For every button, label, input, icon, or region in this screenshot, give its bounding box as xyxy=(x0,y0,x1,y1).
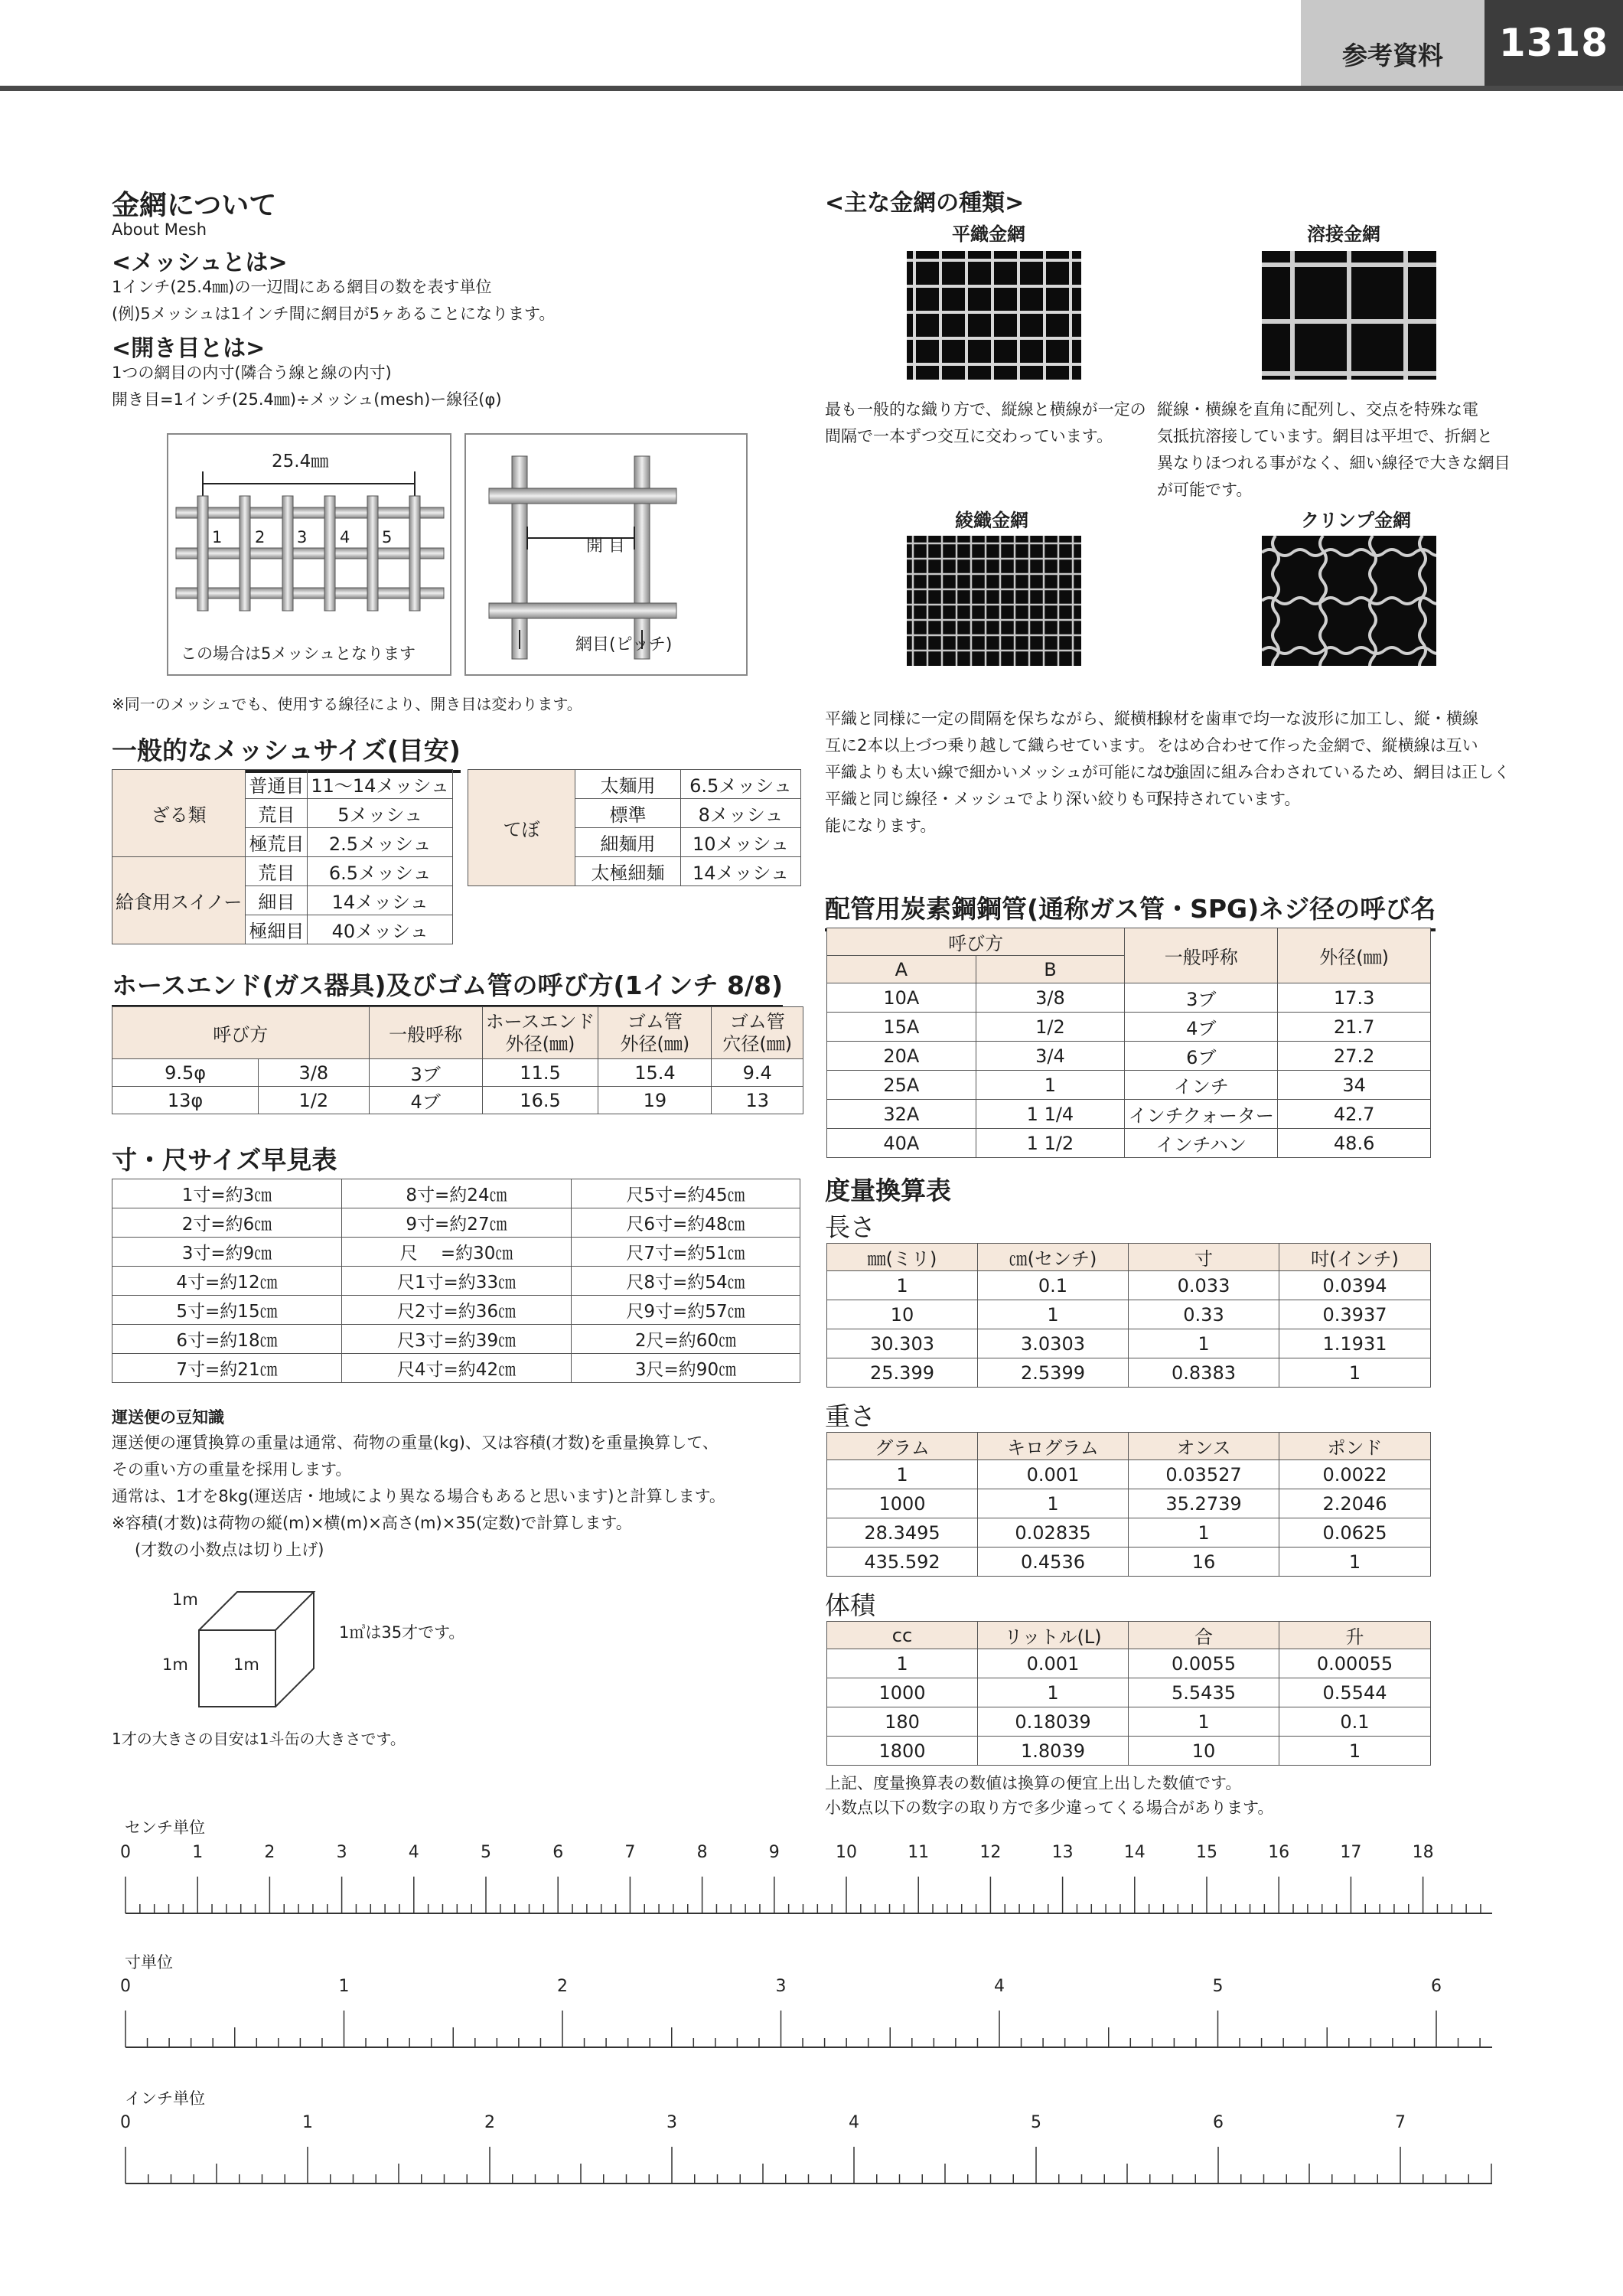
cell: 20A xyxy=(827,1042,976,1071)
mesh-footnote: ※同一のメッシュでも、使用する線径により、開き目は変わります。 xyxy=(112,695,582,713)
header-rule xyxy=(0,86,1623,91)
cell: 荒目 xyxy=(246,799,308,828)
cell: 42.7 xyxy=(1278,1100,1431,1129)
cell: 40A xyxy=(827,1129,976,1158)
weight-header: ポンド xyxy=(1279,1433,1431,1460)
cell: 4寸=約12㎝ xyxy=(112,1267,342,1296)
section-tab xyxy=(1301,0,1484,86)
crimp-mesh-photo xyxy=(1262,536,1436,666)
cell: 4ブ xyxy=(369,1087,482,1114)
cell: 32A xyxy=(827,1100,976,1129)
ruler-tick-label: 7 xyxy=(624,1843,636,1862)
cell: 0.02835 xyxy=(978,1518,1129,1548)
cell: 0.0055 xyxy=(1129,1649,1279,1678)
hose-header-ippan: 一般呼称 xyxy=(369,1007,482,1059)
crimp-desc-1: 線材を歯車で均一な波形に加工し、縦・横線 xyxy=(1157,709,1478,728)
cell: 5寸=約15㎝ xyxy=(112,1296,342,1325)
units-note-2: 小数点以下の数字の取り方で多少違ってくる場合があります。 xyxy=(825,1799,1274,1817)
cell: 11.5 xyxy=(482,1059,598,1087)
welded-mesh-pattern xyxy=(1262,251,1436,380)
twill-desc-2: 互に2本以上づつ乗り越して織らせています。 xyxy=(825,736,1155,755)
ruler-tick-label: 4 xyxy=(408,1843,419,1862)
cell: 2.5メッシュ xyxy=(308,828,453,857)
weight-label: 重さ xyxy=(825,1401,875,1431)
cell: 尺5寸=約45㎝ xyxy=(572,1179,800,1208)
cell: 1 xyxy=(978,1489,1129,1518)
cell: 尺6寸=約48㎝ xyxy=(572,1208,800,1238)
volume-label: 体積 xyxy=(825,1590,875,1620)
cell: 9.5φ xyxy=(112,1059,259,1087)
units-title: 度量換算表 xyxy=(825,1176,951,1205)
fig2-pitch-label: 網目(ピッチ) xyxy=(575,635,673,654)
cell: 1 xyxy=(1279,1548,1431,1577)
plain-desc-2: 間隔で一本ずつ交互に交わっています。 xyxy=(825,427,1113,445)
cell: 1 xyxy=(978,1678,1129,1707)
ruler-tick-label: 7 xyxy=(1395,2113,1406,2132)
cell: 標準 xyxy=(575,799,681,828)
ruler-tick-label: 13 xyxy=(1051,1843,1074,1862)
ruler-tick-label: 3 xyxy=(775,1977,787,1996)
hose-title: ホースエンド(ガス器具)及びゴム管の呼び方(1インチ 8/8) xyxy=(112,966,783,1008)
kyushoku-label: 給食用スイノー xyxy=(112,857,246,944)
pipe-header-gaikei: 外径(㎜) xyxy=(1278,928,1431,983)
length-header: ㎝(センチ) xyxy=(978,1244,1129,1271)
cell: 0.8383 xyxy=(1129,1358,1279,1388)
cell: 1 xyxy=(827,1649,978,1678)
cell: 尺7寸=約51㎝ xyxy=(572,1238,800,1267)
ruler-inch-label: インチ単位 xyxy=(125,2089,205,2108)
zaru-label: ざる類 xyxy=(112,770,246,857)
cell: 1 xyxy=(1129,1329,1279,1358)
cell: 1 xyxy=(1279,1737,1431,1766)
ruler-tick-label: 3 xyxy=(336,1843,347,1862)
twill-desc-5: 能になります。 xyxy=(825,817,937,835)
ruler-tick-label: 6 xyxy=(552,1843,564,1862)
ruler-cm-label: センチ単位 xyxy=(125,1818,205,1837)
cell: 1.1931 xyxy=(1279,1329,1431,1358)
pipe-header-b: B xyxy=(976,956,1125,983)
ruler-tick-label: 1 xyxy=(338,1977,350,1996)
cell: 0.18039 xyxy=(978,1707,1129,1737)
ruler-tick-label: 6 xyxy=(1431,1977,1442,1996)
cell: 0.5544 xyxy=(1279,1678,1431,1707)
welded-mesh-photo xyxy=(1262,251,1436,380)
length-label: 長さ xyxy=(825,1212,875,1242)
cell: 6ブ xyxy=(1125,1042,1278,1071)
welded-desc-2: 気抵抗溶接しています。網目は平坦で、折網と xyxy=(1157,427,1493,445)
cell: 1800 xyxy=(827,1737,978,1766)
fig1-num-3: 3 xyxy=(297,528,308,546)
cell: 1 xyxy=(976,1071,1125,1100)
mesh-size-title: 一般的なメッシュサイズ(目安) xyxy=(112,731,461,773)
crimp-mesh-pattern xyxy=(1262,536,1436,666)
cell: 27.2 xyxy=(1278,1042,1431,1071)
cell: 細麺用 xyxy=(575,828,681,857)
plain-mesh-photo xyxy=(907,251,1081,380)
hose-header-hose1: ホースエンド xyxy=(485,1010,595,1032)
cell: 3ブ xyxy=(1125,983,1278,1013)
cell: 太極細麺 xyxy=(575,857,681,886)
twill-name: 綾織金網 xyxy=(955,510,1028,531)
cube-width-label: 1m xyxy=(162,1655,188,1674)
ruler-tick-label: 15 xyxy=(1196,1843,1217,1862)
cell: 6寸=約18㎝ xyxy=(112,1325,342,1354)
ruler-tick-label: 17 xyxy=(1340,1843,1362,1862)
ruler-tick-label: 2 xyxy=(264,1843,275,1862)
pipe-table xyxy=(826,928,1431,1158)
cell: インチ xyxy=(1125,1071,1278,1100)
cell: 16.5 xyxy=(482,1087,598,1114)
volume-table xyxy=(826,1621,1431,1766)
twill-desc-1: 平織と同様に一定の間隔を保ちながら、縦横相 xyxy=(825,709,1162,728)
ruler-sun xyxy=(115,1975,1500,2059)
cell: 3/8 xyxy=(259,1059,369,1087)
shipping-tip: 1才の大きさの目安は1斗缶の大きさです。 xyxy=(112,1730,406,1748)
mesh-title: 金網について xyxy=(112,190,277,221)
sun-title: 寸・尺サイズ早見表 xyxy=(112,1145,337,1175)
ruler-tick-label: 11 xyxy=(908,1843,930,1862)
cell: 1000 xyxy=(827,1678,978,1707)
cell: 細目 xyxy=(246,886,308,915)
cell: 9寸=約27㎝ xyxy=(342,1208,572,1238)
ruler-tick-label: 5 xyxy=(1212,1977,1224,1996)
ruler-tick-label: 3 xyxy=(666,2113,677,2132)
cell: 8寸=約24㎝ xyxy=(342,1179,572,1208)
cell: 7寸=約21㎝ xyxy=(112,1354,342,1383)
crimp-desc-2: をはめ合わせて作った金網で、縦横線は互い xyxy=(1157,736,1478,755)
weight-header: キログラム xyxy=(978,1433,1129,1460)
crimp-desc-3: に強固に組み合わされているため、網目は正しく xyxy=(1157,763,1511,781)
plain-mesh-pattern xyxy=(907,251,1081,380)
cell: 極細目 xyxy=(246,915,308,944)
cell: 19 xyxy=(598,1087,712,1114)
fig1-caption: この場合は5メッシュとなります xyxy=(181,644,416,663)
cell: 1 1/2 xyxy=(976,1129,1125,1158)
cell: 2尺=約60㎝ xyxy=(572,1325,800,1354)
mesh-q1-heading: <メッシュとは> xyxy=(112,249,288,276)
cell: 3/4 xyxy=(976,1042,1125,1071)
ruler-tick-label: 4 xyxy=(994,1977,1005,1996)
cell: 13 xyxy=(712,1087,803,1114)
cell: 1/2 xyxy=(259,1087,369,1114)
cell: 6.5メッシュ xyxy=(308,857,453,886)
units-note-1: 上記、度量換算表の数値は換算の便宜上出した数値です。 xyxy=(825,1774,1242,1792)
cell: 35.2739 xyxy=(1129,1489,1279,1518)
cell: 28.3495 xyxy=(827,1518,978,1548)
cell: 15A xyxy=(827,1013,976,1042)
length-header: 寸 xyxy=(1129,1244,1279,1271)
cell: 3ブ xyxy=(369,1059,482,1087)
ruler-tick-label: 9 xyxy=(768,1843,780,1862)
sun-table xyxy=(112,1179,800,1383)
cell: 1寸=約3㎝ xyxy=(112,1179,342,1208)
cell: 尺1寸=約33㎝ xyxy=(342,1267,572,1296)
ruler-tick-label: 4 xyxy=(849,2113,859,2132)
cell: 尺8寸=約54㎝ xyxy=(572,1267,800,1296)
hose-header-gom1: ゴム管 xyxy=(627,1010,683,1032)
cell: 0.1 xyxy=(978,1271,1129,1300)
fig1-num-4: 4 xyxy=(340,528,350,546)
volume-header: 合 xyxy=(1129,1622,1279,1649)
hose-table xyxy=(112,1006,803,1114)
plain-desc-1: 最も一般的な織り方で、縦線と横線が一定の xyxy=(825,400,1146,419)
cell: 1 xyxy=(1129,1707,1279,1737)
length-header: 吋(インチ) xyxy=(1279,1244,1431,1271)
weight-header: オンス xyxy=(1129,1433,1279,1460)
fig2-opening-label: 開 目 xyxy=(586,536,625,556)
cell: 1000 xyxy=(827,1489,978,1518)
length-table xyxy=(826,1243,1431,1388)
ruler-tick-label: 0 xyxy=(120,2113,131,2132)
cell: 3寸=約9㎝ xyxy=(112,1238,342,1267)
ruler-sun-label: 寸単位 xyxy=(125,1953,173,1971)
cell: 3/8 xyxy=(976,983,1125,1013)
shipping-line-5: (才数の小数点は切り上げ) xyxy=(135,1541,324,1559)
ruler-inch xyxy=(115,2111,1500,2195)
shipping-line-2: その重い方の重量を採用します。 xyxy=(112,1460,352,1479)
cell: 40メッシュ xyxy=(308,915,453,944)
cell: 180 xyxy=(827,1707,978,1737)
volume-header: リットル(L) xyxy=(978,1622,1129,1649)
cell: 尺9寸=約57㎝ xyxy=(572,1296,800,1325)
cell: 0.0394 xyxy=(1279,1271,1431,1300)
cell: 5.5435 xyxy=(1129,1678,1279,1707)
cell: 1 xyxy=(827,1271,978,1300)
cell: 6.5メッシュ xyxy=(681,770,801,799)
ruler-cm xyxy=(115,1841,1500,1925)
welded-desc-3: 異なりほつれる事がなく、細い線径で大きな網目 xyxy=(1157,454,1511,472)
cell: 0.0022 xyxy=(1279,1460,1431,1489)
tebo-label: てぼ xyxy=(468,770,575,886)
cell: 1 1/4 xyxy=(976,1100,1125,1129)
cell: 0.1 xyxy=(1279,1707,1431,1737)
cell: 極荒目 xyxy=(246,828,308,857)
cell: 30.303 xyxy=(827,1329,978,1358)
cell: 尺4寸=約42㎝ xyxy=(342,1354,572,1383)
cell: 2.2046 xyxy=(1279,1489,1431,1518)
mesh-q1-line2: (例)5メッシュは1インチ間に網目が5ヶあることになります。 xyxy=(112,305,556,323)
mesh-size-table-right xyxy=(468,769,801,886)
cell: 16 xyxy=(1129,1548,1279,1577)
mesh-q2-heading: <開き目とは> xyxy=(112,335,266,362)
ruler-tick-label: 1 xyxy=(192,1843,204,1862)
cell: 2.5399 xyxy=(978,1358,1129,1388)
twill-desc-4: 平織と同じ線径・メッシュでより深い絞りも可 xyxy=(825,790,1162,808)
ruler-tick-label: 8 xyxy=(696,1843,708,1862)
cell: 25A xyxy=(827,1071,976,1100)
cell: 0.3937 xyxy=(1279,1300,1431,1329)
cell: 15.4 xyxy=(598,1059,712,1087)
cell: 0.4536 xyxy=(978,1548,1129,1577)
cell: 4ブ xyxy=(1125,1013,1278,1042)
welded-desc-1: 縦線・横線を直角に配列し、交点を特殊な電 xyxy=(1157,400,1478,419)
hose-header-gom2: 外径(㎜) xyxy=(620,1032,690,1055)
cell: 9.4 xyxy=(712,1059,803,1087)
cell: 14メッシュ xyxy=(308,886,453,915)
cell: 1 xyxy=(978,1300,1129,1329)
mesh-q2-line2: 開き目=1インチ(25.4㎜)÷メッシュ(mesh)ー線径(φ) xyxy=(112,390,502,409)
cell: 34 xyxy=(1278,1071,1431,1100)
cell: 尺2寸=約36㎝ xyxy=(342,1296,572,1325)
cube-diagram xyxy=(191,1584,321,1714)
cell: 尺3寸=約39㎝ xyxy=(342,1325,572,1354)
fig1-num-2: 2 xyxy=(255,528,266,546)
cell: 1 xyxy=(827,1460,978,1489)
shipping-title: 運送便の豆知識 xyxy=(112,1408,224,1427)
twill-desc-3: 平織よりも太い線で細かいメッシュが可能になり、 xyxy=(825,763,1194,781)
cell: 10A xyxy=(827,983,976,1013)
cell: 荒目 xyxy=(246,857,308,886)
crimp-name: クリンプ金網 xyxy=(1301,510,1411,531)
shipping-line-1: 運送便の運賃換算の重量は通常、荷物の重量(kg)、又は容積(才数)を重量換算して、 xyxy=(112,1433,719,1452)
cell: 1 xyxy=(1279,1358,1431,1388)
pipe-title: 配管用炭素鋼鋼管(通称ガス管・SPG)ネジ径の呼び名 xyxy=(825,889,1436,931)
cell: 3尺=約90㎝ xyxy=(572,1354,800,1383)
ruler-tick-label: 14 xyxy=(1123,1843,1146,1862)
ruler-tick-label: 6 xyxy=(1213,2113,1224,2132)
welded-desc-4: が可能です。 xyxy=(1157,481,1253,499)
weight-header: グラム xyxy=(827,1433,978,1460)
fig1-num-5: 5 xyxy=(382,528,393,546)
cell: 10メッシュ xyxy=(681,828,801,857)
ruler-tick-label: 16 xyxy=(1268,1843,1290,1862)
hose-header-ana2: 穴径(㎜) xyxy=(722,1032,793,1055)
page-number: 1318 xyxy=(1484,0,1623,86)
mesh-q2-line1: 1つの網目の内寸(隣合う線と線の内寸) xyxy=(112,364,392,382)
ruler-tick-label: 10 xyxy=(836,1843,857,1862)
types-title: <主な金網の種類> xyxy=(825,190,1025,217)
volume-header: 升 xyxy=(1279,1622,1431,1649)
ruler-tick-label: 5 xyxy=(1031,2113,1041,2132)
cell: 0.33 xyxy=(1129,1300,1279,1329)
crimp-desc-4: 保持されています。 xyxy=(1157,790,1301,808)
cell: 1/2 xyxy=(976,1013,1125,1042)
cell: 1.8039 xyxy=(978,1737,1129,1766)
cell: 10 xyxy=(827,1300,978,1329)
mesh-size-table-left xyxy=(112,769,453,944)
mesh-q1-line1: 1インチ(25.4㎜)の一辺間にある網目の数を表す単位 xyxy=(112,278,492,296)
mesh-subtitle: About Mesh xyxy=(112,220,207,239)
cell: 21.7 xyxy=(1278,1013,1431,1042)
pipe-header-ippan: 一般呼称 xyxy=(1125,928,1278,983)
fig1-num-1: 1 xyxy=(212,528,223,546)
cell: 0.03527 xyxy=(1129,1460,1279,1489)
volume-header: cc xyxy=(827,1622,978,1649)
cell: 17.3 xyxy=(1278,983,1431,1013)
ruler-tick-label: 0 xyxy=(120,1977,131,1996)
pipe-header-a: A xyxy=(827,956,976,983)
cell: 435.592 xyxy=(827,1548,978,1577)
cell: 0.033 xyxy=(1129,1271,1279,1300)
cell: 1 xyxy=(1129,1518,1279,1548)
cell: 10 xyxy=(1129,1737,1279,1766)
weight-table xyxy=(826,1432,1431,1577)
cube-height-label: 1m xyxy=(172,1590,198,1609)
shipping-line-4: ※容積(才数)は荷物の縦(m)×横(m)×高さ(m)×35(定数)で計算します。 xyxy=(112,1514,632,1532)
ruler-tick-label: 2 xyxy=(557,1977,568,1996)
cell: 13φ xyxy=(112,1087,259,1114)
cell: インチハン xyxy=(1125,1129,1278,1158)
ruler-tick-label: 18 xyxy=(1412,1843,1434,1862)
cell: 0.00055 xyxy=(1279,1649,1431,1678)
ruler-tick-label: 12 xyxy=(979,1843,1002,1862)
cell: 8メッシュ xyxy=(681,799,801,828)
cell: 3.0303 xyxy=(978,1329,1129,1358)
cell: 0.0625 xyxy=(1279,1518,1431,1548)
fig1-dimension: 25.4㎜ xyxy=(272,452,329,471)
cell: 2寸=約6㎝ xyxy=(112,1208,342,1238)
cube-depth-label: 1m xyxy=(233,1655,259,1674)
cell: 尺 =約30㎝ xyxy=(342,1238,572,1267)
twill-mesh-photo xyxy=(907,536,1081,666)
hose-header-ana1: ゴム管 xyxy=(729,1010,785,1032)
pipe-header-yobi: 呼び方 xyxy=(827,928,1125,956)
plain-name: 平織金網 xyxy=(952,223,1025,245)
cell: 48.6 xyxy=(1278,1129,1431,1158)
section-label: 参考資料 xyxy=(1342,41,1443,70)
ruler-tick-label: 2 xyxy=(484,2113,495,2132)
hose-header-yobi: 呼び方 xyxy=(112,1007,370,1059)
ruler-tick-label: 5 xyxy=(481,1843,491,1862)
ruler-tick-label: 1 xyxy=(302,2113,313,2132)
ruler-tick-label: 0 xyxy=(120,1843,131,1862)
shipping-line-3: 通常は、1才を8kg(運送店・地域により異なる場合もあると思います)と計算します。 xyxy=(112,1487,725,1505)
cell: 太麺用 xyxy=(575,770,681,799)
cell: 普通目 xyxy=(246,770,308,799)
hose-header-hose2: 外径(㎜) xyxy=(505,1032,575,1055)
cell: 5メッシュ xyxy=(308,799,453,828)
cube-note: 1㎥は35才です。 xyxy=(339,1623,465,1642)
twill-mesh-pattern xyxy=(907,536,1081,666)
cell: 0.001 xyxy=(978,1460,1129,1489)
length-header: ㎜(ミリ) xyxy=(827,1244,978,1271)
cell: 11〜14メッシュ xyxy=(308,770,453,799)
cell: インチクォーター xyxy=(1125,1100,1278,1129)
welded-name: 溶接金網 xyxy=(1307,223,1380,245)
cell: 14メッシュ xyxy=(681,857,801,886)
cell: 25.399 xyxy=(827,1358,978,1388)
cell: 0.001 xyxy=(978,1649,1129,1678)
